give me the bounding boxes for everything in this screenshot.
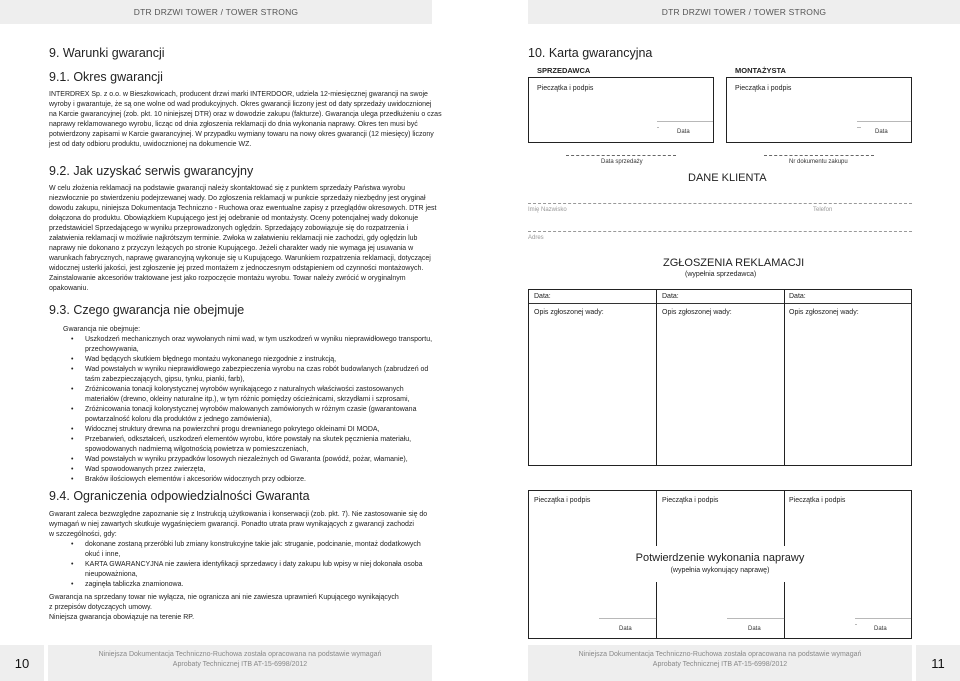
seller-date-dots: ----------------------------- (657, 119, 713, 131)
section-9-4-closing (49, 593, 439, 623)
sale-date-line[interactable] (566, 155, 676, 156)
paragraph-line: opakowaniu. (49, 285, 89, 292)
seller-stamp-box[interactable] (528, 77, 714, 143)
paragraph-line: dołączona do produktu. Obowiązkiem Kupującego jest jej odebranie od montażysty. Oceny potencjalnej wady dokonuje (49, 215, 419, 222)
complaint-1-date-label: Data: (534, 293, 551, 300)
repair-3-stamp-label: Pieczątka i podpis (789, 497, 846, 504)
bullet-text: Wad powstałych w wyniku nieprawidłowego zabezpieczenia wyrobu na czas robót budowlanych (zabrudzeń od (85, 366, 429, 373)
bullet-icon: • (71, 466, 74, 473)
paragraph-line: widocznej usterki jakości, jest zgłoszenie jej przed montażem z jednoczesnym odstąpieniem od czynności montażowych. (49, 265, 424, 272)
paragraph-line: Zainstalowanie akcesoriów traktowane jest jako rozpoczęcie montażu wyrobu. Towar należy zwrócić w oryginalnym (49, 275, 406, 282)
bullet-text: taśm zabezpieczających, gipsu, tynku, pianki, farb), (85, 376, 245, 383)
bullet-icon: • (71, 386, 74, 393)
section-9-2-heading: 9.2. Jak uzyskać serwis gwarancyjny (49, 164, 254, 178)
complaint-2-date-label: Data: (662, 293, 679, 300)
footer-line1-left: Niniejsza Dokumentacja Techniczno-Ruchowa została opracowana na podstawie wymagań (98, 651, 382, 658)
client-address-label: Adres (528, 235, 544, 241)
paragraph-line: z przepisów dotyczących umowy. (49, 604, 152, 611)
bullet-item (63, 365, 443, 375)
bullet-item (63, 580, 443, 590)
paragraph-line: Gwarant zaleca bezwzględne zapoznanie się z Instrukcją użytkowania i konserwacji (zob. pkt. 7). Nie zastosowanie się do (49, 511, 428, 518)
paragraph-line: załatwienia reklamacji w możliwie najkrótszym terminie. Zwłoka w załatwieniu reklamacji nie zachodzi, gdy oględzin lub (49, 235, 418, 242)
bullet-item (63, 435, 443, 445)
bullet-item-continuation (63, 445, 443, 455)
bullet-icon: • (71, 406, 74, 413)
repair-2-stamp-label: Pieczątka i podpis (662, 497, 719, 504)
section-9-1-heading: 9.1. Okres gwarancji (49, 70, 163, 84)
bullet-icon: • (71, 426, 74, 433)
installer-stamp-label: Pieczątka i podpis (735, 85, 792, 92)
bullet-text: spowodowanych nadmierną wilgotnością powietrza w pomieszczeniach, (85, 446, 309, 453)
bullet-text: przechowywania, (85, 346, 139, 353)
paragraph-line: przedstawiciel Sprzedającego w wyniku przeprowadzonych oględzin. Sprzedający zobowiązuje się do rozpatrzenia i (49, 225, 409, 232)
bullet-icon: • (71, 336, 74, 343)
seller-date-label: Data (677, 129, 690, 135)
bullet-text: Wad spowodowanych przez zwierzęta, (85, 466, 206, 473)
repair-3-date-dots: ----------------------------- (855, 616, 911, 628)
header-bar-left (0, 0, 432, 24)
complaints-table (528, 289, 912, 466)
bullet-text: Braków ilościowych elementów i akcesoriów widocznych przy odbiorze. (85, 476, 306, 483)
client-address-line[interactable] (528, 231, 912, 232)
bullet-item (63, 465, 443, 475)
header-title-right: DTR DRZWI TOWER / TOWER STRONG (661, 7, 827, 17)
paragraph-line: W celu złożenia reklamacji na podstawie gwarancji należy skontaktować się z punktem sprzedaży Państwa wyrobu (49, 185, 405, 192)
paragraph-line: wymagań w niej zawartych skutkuje wygaśnięciem gwarancji. Ponadto utrata praw wynikających z gwarancji zachodzi (49, 521, 414, 528)
paragraph-line: warunkach fabrycznych, naprawę gwarancyjną wykonuje się u Kupującego. Warunkiem rozpatrzenia reklamacji, dotyczącej (49, 255, 431, 262)
sale-date-label: Data sprzedaży (601, 159, 643, 165)
footer-text-right (528, 650, 912, 670)
paragraph-line: jest od daty odbioru produktu, uwidocznionej na dokumencie WZ. (49, 141, 252, 148)
header-bar-right (528, 0, 960, 24)
bullet-item-continuation (63, 375, 443, 385)
repair-confirmation-subheading: (wypełnia wykonujący naprawę) (670, 567, 770, 574)
bullet-text: Zróżnicowania tonacji kolorystycznej wyrobów wynikającego z naturalnych właściwości zastosowanych (85, 386, 404, 393)
section-9-3-intro: Gwarancja nie obejmuje: (63, 326, 141, 333)
paragraph-line: niezwłocznie po stwierdzeniu podejrzewanej wady. Do zgłoszenia reklamacji w punkcie sprzedaży niezbędny jest oryginał (49, 195, 426, 202)
section-10-heading: 10. Karta gwarancyjna (528, 46, 653, 60)
paragraph-line: potwierdzony zapisami w Karcie gwarancyjnej. W przypadku wymiany towaru na nowy okres gwarancji (12 miesięcy) liczony (49, 131, 434, 138)
bullet-item-continuation (63, 570, 443, 580)
bullet-item (63, 475, 443, 485)
client-phone-label: Telefon (813, 207, 833, 213)
footer-text-left (48, 650, 432, 670)
paragraph-line: Gwarancja na sprzedany towar nie wyłącza, nie ogranicza ani nie zawiesza uprawnień Kupującego wynikających (49, 594, 399, 601)
paragraph-line: dowodu zakupu, niniejsza Dokumentacja Techniczno - Ruchowa oraz ewentualne zapisy z przeglądów okresowych. DTR jest (49, 205, 437, 212)
bullet-text: Zróżnicowania tonacji kolorystycznej wyrobów malowanych zamówionych w różnym czasie (gwarantowana (85, 406, 417, 413)
paragraph-line: Niniejsza gwarancja obowiązuje na terenie RP. (49, 614, 195, 621)
seller-header: SPRZEDAWCA (537, 66, 591, 75)
bullet-text: KARTA GWARANCYJNA nie zawiera identyfikacji sprzedawcy i daty zakupu lub wpisy w niej dokonała osoba (85, 561, 423, 568)
section-9-heading: 9. Warunki gwarancji (49, 46, 165, 60)
footer-line1-right: Niniejsza Dokumentacja Techniczno-Ruchowa została opracowana na podstawie wymagań (578, 651, 862, 658)
seller-stamp-label: Pieczątka i podpis (537, 85, 594, 92)
installer-date-label: Data (875, 129, 888, 135)
section-9-3-list (63, 335, 443, 485)
bullet-item (63, 425, 443, 435)
bullet-text: dokonane zostaną przeróbki lub zmiany konstrukcyjne takie jak: struganie, podcinanie, montaż dodatkowych (85, 541, 421, 548)
section-9-3-heading: 9.3. Czego gwarancja nie obejmuje (49, 303, 245, 317)
repair-1-stamp-label: Pieczątka i podpis (534, 497, 591, 504)
section-9-4-list (63, 540, 443, 590)
bullet-text: Uszkodzeń mechanicznych oraz wywołanych nimi wad, w tym uszkodzeń w wyniku nieprawidłowego transportu, (85, 336, 433, 343)
repair-confirmation-table (528, 490, 912, 639)
bullet-icon: • (71, 436, 74, 443)
bullet-item-continuation (63, 395, 443, 405)
bullet-icon: • (71, 366, 74, 373)
bullet-text: materiałów (drewno, okleiny naturalne itp.), w tym różnic pomiędzy ościeżnicami, skrzydłami i szprosami, (85, 396, 410, 403)
paragraph-line: naprawy nie dokonano z przyczyn leżących po stronie Kupującego. Jeżeli charakter wady nie wymaga jej usuwania w (49, 245, 414, 252)
repair-1-date-label: Data (619, 626, 632, 632)
bullet-item (63, 355, 443, 365)
installer-stamp-box[interactable] (726, 77, 912, 143)
paragraph-line: INTERDREX Sp. z o.o. w Bieszkowicach, producent drzwi marki INTERDOOR, udziela 12-miesięcznej gwarancji na swoje (49, 91, 428, 98)
complaint-3-date-label: Data: (789, 293, 806, 300)
bullet-icon: • (71, 561, 74, 568)
page-number-left: 10 (0, 645, 44, 681)
bullet-item (63, 455, 443, 465)
bullet-text: Przebarwień, odkształceń, uszkodzeń elementów wyrobu, które powstały na skutek pęcznienia materiału, (85, 436, 412, 443)
header-title-left: DTR DRZWI TOWER / TOWER STRONG (133, 7, 299, 17)
repair-1-date-dots: ----------------------------- (599, 616, 657, 622)
section-9-2-text (49, 184, 439, 294)
complaints-heading: ZGŁOSZENIA REKLAMACJI (663, 257, 805, 269)
bullet-text: Widocznej struktury drewna na powierzchni progu drewnianego pokrytego okleinami DI MODA, (85, 426, 380, 433)
bullet-text: Wad będących skutkiem błędnego montażu wykonanego niezgodnie z instrukcją, (85, 356, 337, 363)
complaints-col-divider-2 (784, 290, 785, 465)
bullet-icon: • (71, 456, 74, 463)
bullet-text: zaginęła tabliczka znamionowa. (85, 581, 184, 588)
bullet-icon: • (71, 581, 74, 588)
bullet-icon: • (71, 541, 74, 548)
client-name-line[interactable] (528, 203, 912, 204)
bullet-text: Wad powstałych w wyniku przypadków losowych niezależnych od Gwaranta (powódź, pożar, włamanie), (85, 456, 408, 463)
section-9-4-text (49, 510, 439, 540)
repair-2-date-dots: ----------------------------- (727, 616, 785, 622)
complaints-subheading: (wypełnia sprzedawca) (685, 271, 757, 278)
purchase-doc-label: Nr dokumentu zakupu (789, 159, 848, 165)
client-name-label: Imię Nazwisko (528, 207, 567, 213)
complaint-2-defect-label: Opis zgłoszonej wady: (662, 309, 732, 316)
bullet-item (63, 560, 443, 570)
bullet-item-continuation (63, 415, 443, 425)
complaints-col-divider-1 (656, 290, 657, 465)
bullet-item (63, 335, 443, 345)
complaint-3-defect-label: Opis zgłoszonej wady: (789, 309, 859, 316)
repair-2-date-label: Data (748, 626, 761, 632)
bullet-item (63, 385, 443, 395)
complaints-row-divider (529, 303, 911, 304)
bullet-text: okuć i inne, (85, 551, 121, 558)
page-number-right: 11 (916, 645, 960, 681)
repair-3-date-label: Data (874, 626, 887, 632)
paragraph-line: na Karcie gwarancyjnej (zob. pkt. 10 niniejszej DTR) oraz w dowodzie zakupu (fakturze). Gwarancja ulega przedłużeniu o czas (49, 111, 442, 118)
repair-confirmation-heading: Potwierdzenie wykonania naprawy (635, 552, 805, 564)
client-data-heading: DANE KLIENTA (688, 172, 767, 184)
paragraph-line: wyroby i gwarantuje, że są one wolne od wad produkcyjnych. Okres gwarancji liczony jest od daty sprzedaży uwidocznionej (49, 101, 432, 108)
repair-confirmation-band (529, 546, 911, 582)
bullet-item (63, 540, 443, 550)
complaint-1-defect-label: Opis zgłoszonej wady: (534, 309, 604, 316)
bullet-text: powtarzalność koloru dla produktów z jednego zamówienia), (85, 416, 272, 423)
bullet-icon: • (71, 476, 74, 483)
section-9-4-heading: 9.4. Ograniczenia odpowiedzialności Gwaranta (49, 489, 310, 503)
bullet-icon: • (71, 356, 74, 363)
bullet-item-continuation (63, 550, 443, 560)
installer-header: MONTAŻYSTA (735, 66, 786, 75)
paragraph-line: naprawy reklamowanego wyrobu, licząc od dnia zgłoszenia reklamacji do dnia wykonania naprawy. Okres ten musi być (49, 121, 418, 128)
bullet-text: nieupoważniona, (85, 571, 138, 578)
footer-line2-left: Aprobaty Technicznej ITB AT-15-6998/2012 (172, 661, 308, 668)
bullet-item-continuation (63, 345, 443, 355)
paragraph-line: w szczególności, gdy: (49, 531, 117, 538)
bullet-item (63, 405, 443, 415)
installer-date-dots: ----------------------------- (857, 119, 911, 131)
purchase-doc-line[interactable] (764, 155, 874, 156)
section-9-1-text (49, 90, 442, 150)
footer-line2-right: Aprobaty Technicznej ITB AT-15-6998/2012 (652, 661, 788, 668)
